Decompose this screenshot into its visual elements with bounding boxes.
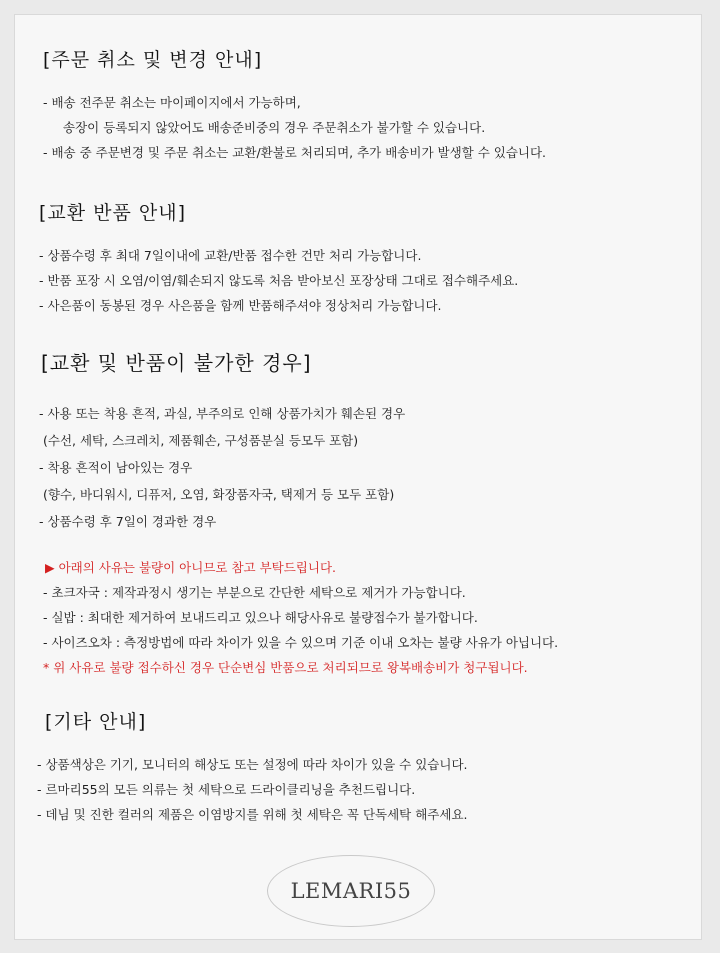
- brand-logo-text: LEMARI55: [290, 879, 412, 903]
- impossible-section: [15, 347, 701, 535]
- exchange-section: [15, 198, 701, 318]
- order-line-1: - 배송 전주문 취소는 마이페이지에서 가능하며,: [43, 95, 301, 110]
- impossible-line-1: - 사용 또는 착용 흔적, 과실, 부주의로 인해 상품가치가 훼손된 경우: [39, 406, 406, 421]
- impossible-line-3: - 착용 흔적이 남아있는 경우: [39, 460, 193, 475]
- order-cancel-section: [15, 45, 701, 165]
- notice-panel: [14, 14, 702, 940]
- etc-line-1: - 상품색상은 기기, 모니터의 해상도 또는 설정에 따라 차이가 있을 수 있습니다.: [37, 757, 468, 772]
- impossible-line-4: (향수, 바디워시, 디퓨저, 오염, 화장품자국, 택제거 등 모두 포함): [43, 487, 395, 502]
- exchange-line-2: - 반품 포장 시 오염/이염/훼손되지 않도록 처음 받아보신 포장상태 그대로 접수해주세요.: [39, 273, 519, 288]
- not-defect-line-3: - 사이즈오차 : 측정방법에 따라 차이가 있을 수 있으며 기준 이내 오차는 불량 사유가 아닙니다.: [43, 635, 559, 650]
- impossible-heading: [교환 및 반품이 불가한 경우]: [41, 351, 312, 375]
- exchange-heading: [교환 반품 안내]: [39, 202, 187, 224]
- brand-logo: [267, 855, 435, 927]
- not-defect-section: [15, 555, 701, 680]
- etc-line-2: - 르마리55의 모든 의류는 첫 세탁으로 드라이클리닝을 추천드립니다.: [37, 782, 416, 797]
- order-line-3: - 배송 중 주문변경 및 주문 취소는 교환/환불로 처리되며, 추가 배송비가 발생할 수 있습니다.: [43, 145, 547, 160]
- shipping-warning: * 위 사유로 불량 접수하신 경우 단순변심 반품으로 처리되므로 왕복배송비가 청구됩니다.: [43, 660, 528, 675]
- exchange-line-1: - 상품수령 후 최대 7일이내에 교환/반품 접수한 건만 처리 가능합니다.: [39, 248, 422, 263]
- not-defect-line-2: - 실밥 : 최대한 제거하여 보내드리고 있으나 해당사유로 불량접수가 불가합니다.: [43, 610, 478, 625]
- etc-line-3: - 데님 및 진한 컬러의 제품은 이염방지를 위해 첫 세탁은 꼭 단독세탁 해주세요.: [37, 807, 468, 822]
- order-line-2: 송장이 등록되지 않았어도 배송준비중의 경우 주문취소가 불가할 수 있습니다.: [63, 120, 486, 135]
- etc-heading: [기타 안내]: [45, 711, 147, 733]
- impossible-line-2: (수선, 세탁, 스크레치, 제품훼손, 구성품분실 등모두 포함): [43, 433, 359, 448]
- not-defect-line-1: - 초크자국 : 제작과정시 생기는 부분으로 간단한 세탁으로 제거가 가능합니다.: [43, 585, 466, 600]
- exchange-line-3: - 사은품이 동봉된 경우 사은품을 함께 반품해주셔야 정상처리 가능합니다.: [39, 298, 442, 313]
- not-defect-heading: ▶ 아래의 사유는 불량이 아니므로 참고 부탁드립니다.: [45, 560, 337, 575]
- order-cancel-heading: [주문 취소 및 변경 안내]: [43, 49, 263, 71]
- impossible-line-5: - 상품수령 후 7일이 경과한 경우: [39, 514, 217, 529]
- etc-section: [15, 707, 701, 827]
